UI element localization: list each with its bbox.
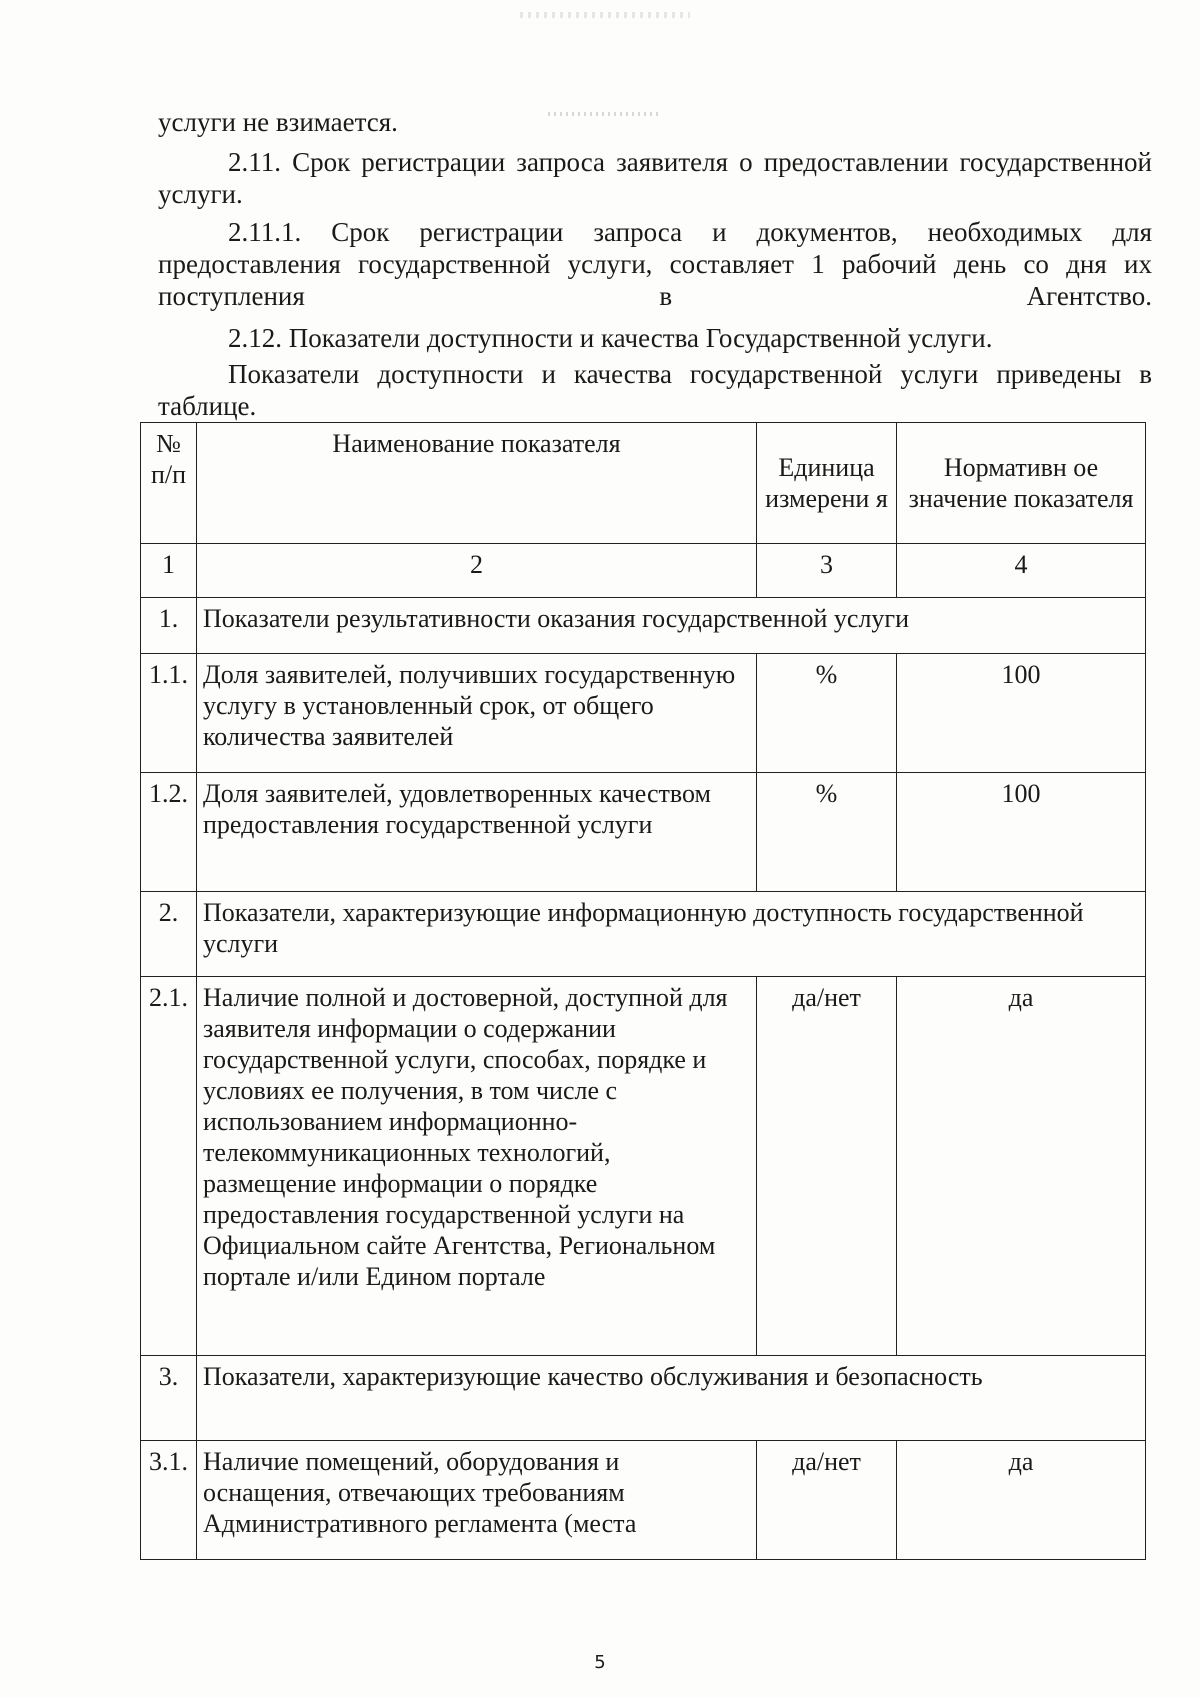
table-row — [141, 654, 1146, 773]
text-line-continuation: услуги не взимается. — [158, 107, 398, 137]
indicators-table — [140, 422, 1146, 1560]
table-header-row — [141, 423, 1146, 544]
index-cell: 2 — [197, 544, 757, 598]
section-num: 2. — [141, 892, 197, 977]
row-unit: % — [757, 654, 897, 773]
row-name: Наличие полной и достоверной, доступной для заявителя информации о содержании государственной услуги, способах, порядке и условиях ее получения, в том числе с использованием информационно-телекоммуникационных технологий, размещение информации о порядке предоставления государственной услуги на Официальном сайте Агентства, Региональном портале и/или Едином портале — [197, 977, 757, 1356]
table-row — [141, 977, 1146, 1356]
table-section-row — [141, 1356, 1146, 1441]
header-unit: Единица измерени я — [757, 423, 897, 544]
section-2-11-1-text: 2.11.1. Срок регистрации запроса и документов, необходимых для предоставления государственной услуги, составляет 1 рабочий день со дня их поступления в Агентство. — [158, 217, 1152, 311]
row-unit: да/нет — [757, 977, 897, 1356]
row-name: Доля заявителей, получивших государственную услугу в установленный срок, от общего количества заявителей — [197, 654, 757, 773]
row-name: Наличие помещений, оборудования и оснащения, отвечающих требованиям Административного регламента (места — [197, 1441, 757, 1560]
row-norm: 100 — [897, 654, 1146, 773]
row-num: 1.2. — [141, 773, 197, 892]
section-num: 3. — [141, 1356, 197, 1441]
index-cell: 3 — [757, 544, 897, 598]
row-num: 2.1. — [141, 977, 197, 1356]
row-name: Доля заявителей, удовлетворенных качеством предоставления государственной услуги — [197, 773, 757, 892]
section-2-11-title: 2.11. Срок регистрации запроса заявителя о предоставлении государственной услуги. — [158, 147, 1152, 209]
table-row — [141, 1441, 1146, 1560]
section-num: 1. — [141, 598, 197, 654]
row-norm: да — [897, 1441, 1146, 1560]
header-norm: Нормативн ое значение показателя — [897, 423, 1146, 544]
row-unit: да/нет — [757, 1441, 897, 1560]
index-cell: 1 — [141, 544, 197, 598]
row-unit: % — [757, 773, 897, 892]
row-num: 3.1. — [141, 1441, 197, 1560]
table-index-row — [141, 544, 1146, 598]
table-row — [141, 773, 1146, 892]
scan-artifact — [520, 12, 690, 18]
section-title: Показатели, характеризующие качество обслуживания и безопасность — [197, 1356, 1146, 1441]
row-norm: 100 — [897, 773, 1146, 892]
section-title: Показатели результативности оказания государственной услуги — [197, 598, 1146, 654]
section-2-12-title: 2.12. Показатели доступности и качества Государственной услуги. — [228, 323, 993, 353]
section-2-12-text: Показатели доступности и качества государственной услуги приведены в таблице. — [158, 359, 1152, 421]
section-title: Показатели, характеризующие информационную доступность государственной услуги — [197, 892, 1146, 977]
row-num: 1.1. — [141, 654, 197, 773]
header-num: № п/п — [141, 423, 197, 544]
row-norm: да — [897, 977, 1146, 1356]
index-cell: 4 — [897, 544, 1146, 598]
table-section-row — [141, 892, 1146, 977]
page-number: 5 — [594, 1652, 606, 1673]
header-name: Наименование показателя — [197, 423, 757, 544]
table-section-row — [141, 598, 1146, 654]
